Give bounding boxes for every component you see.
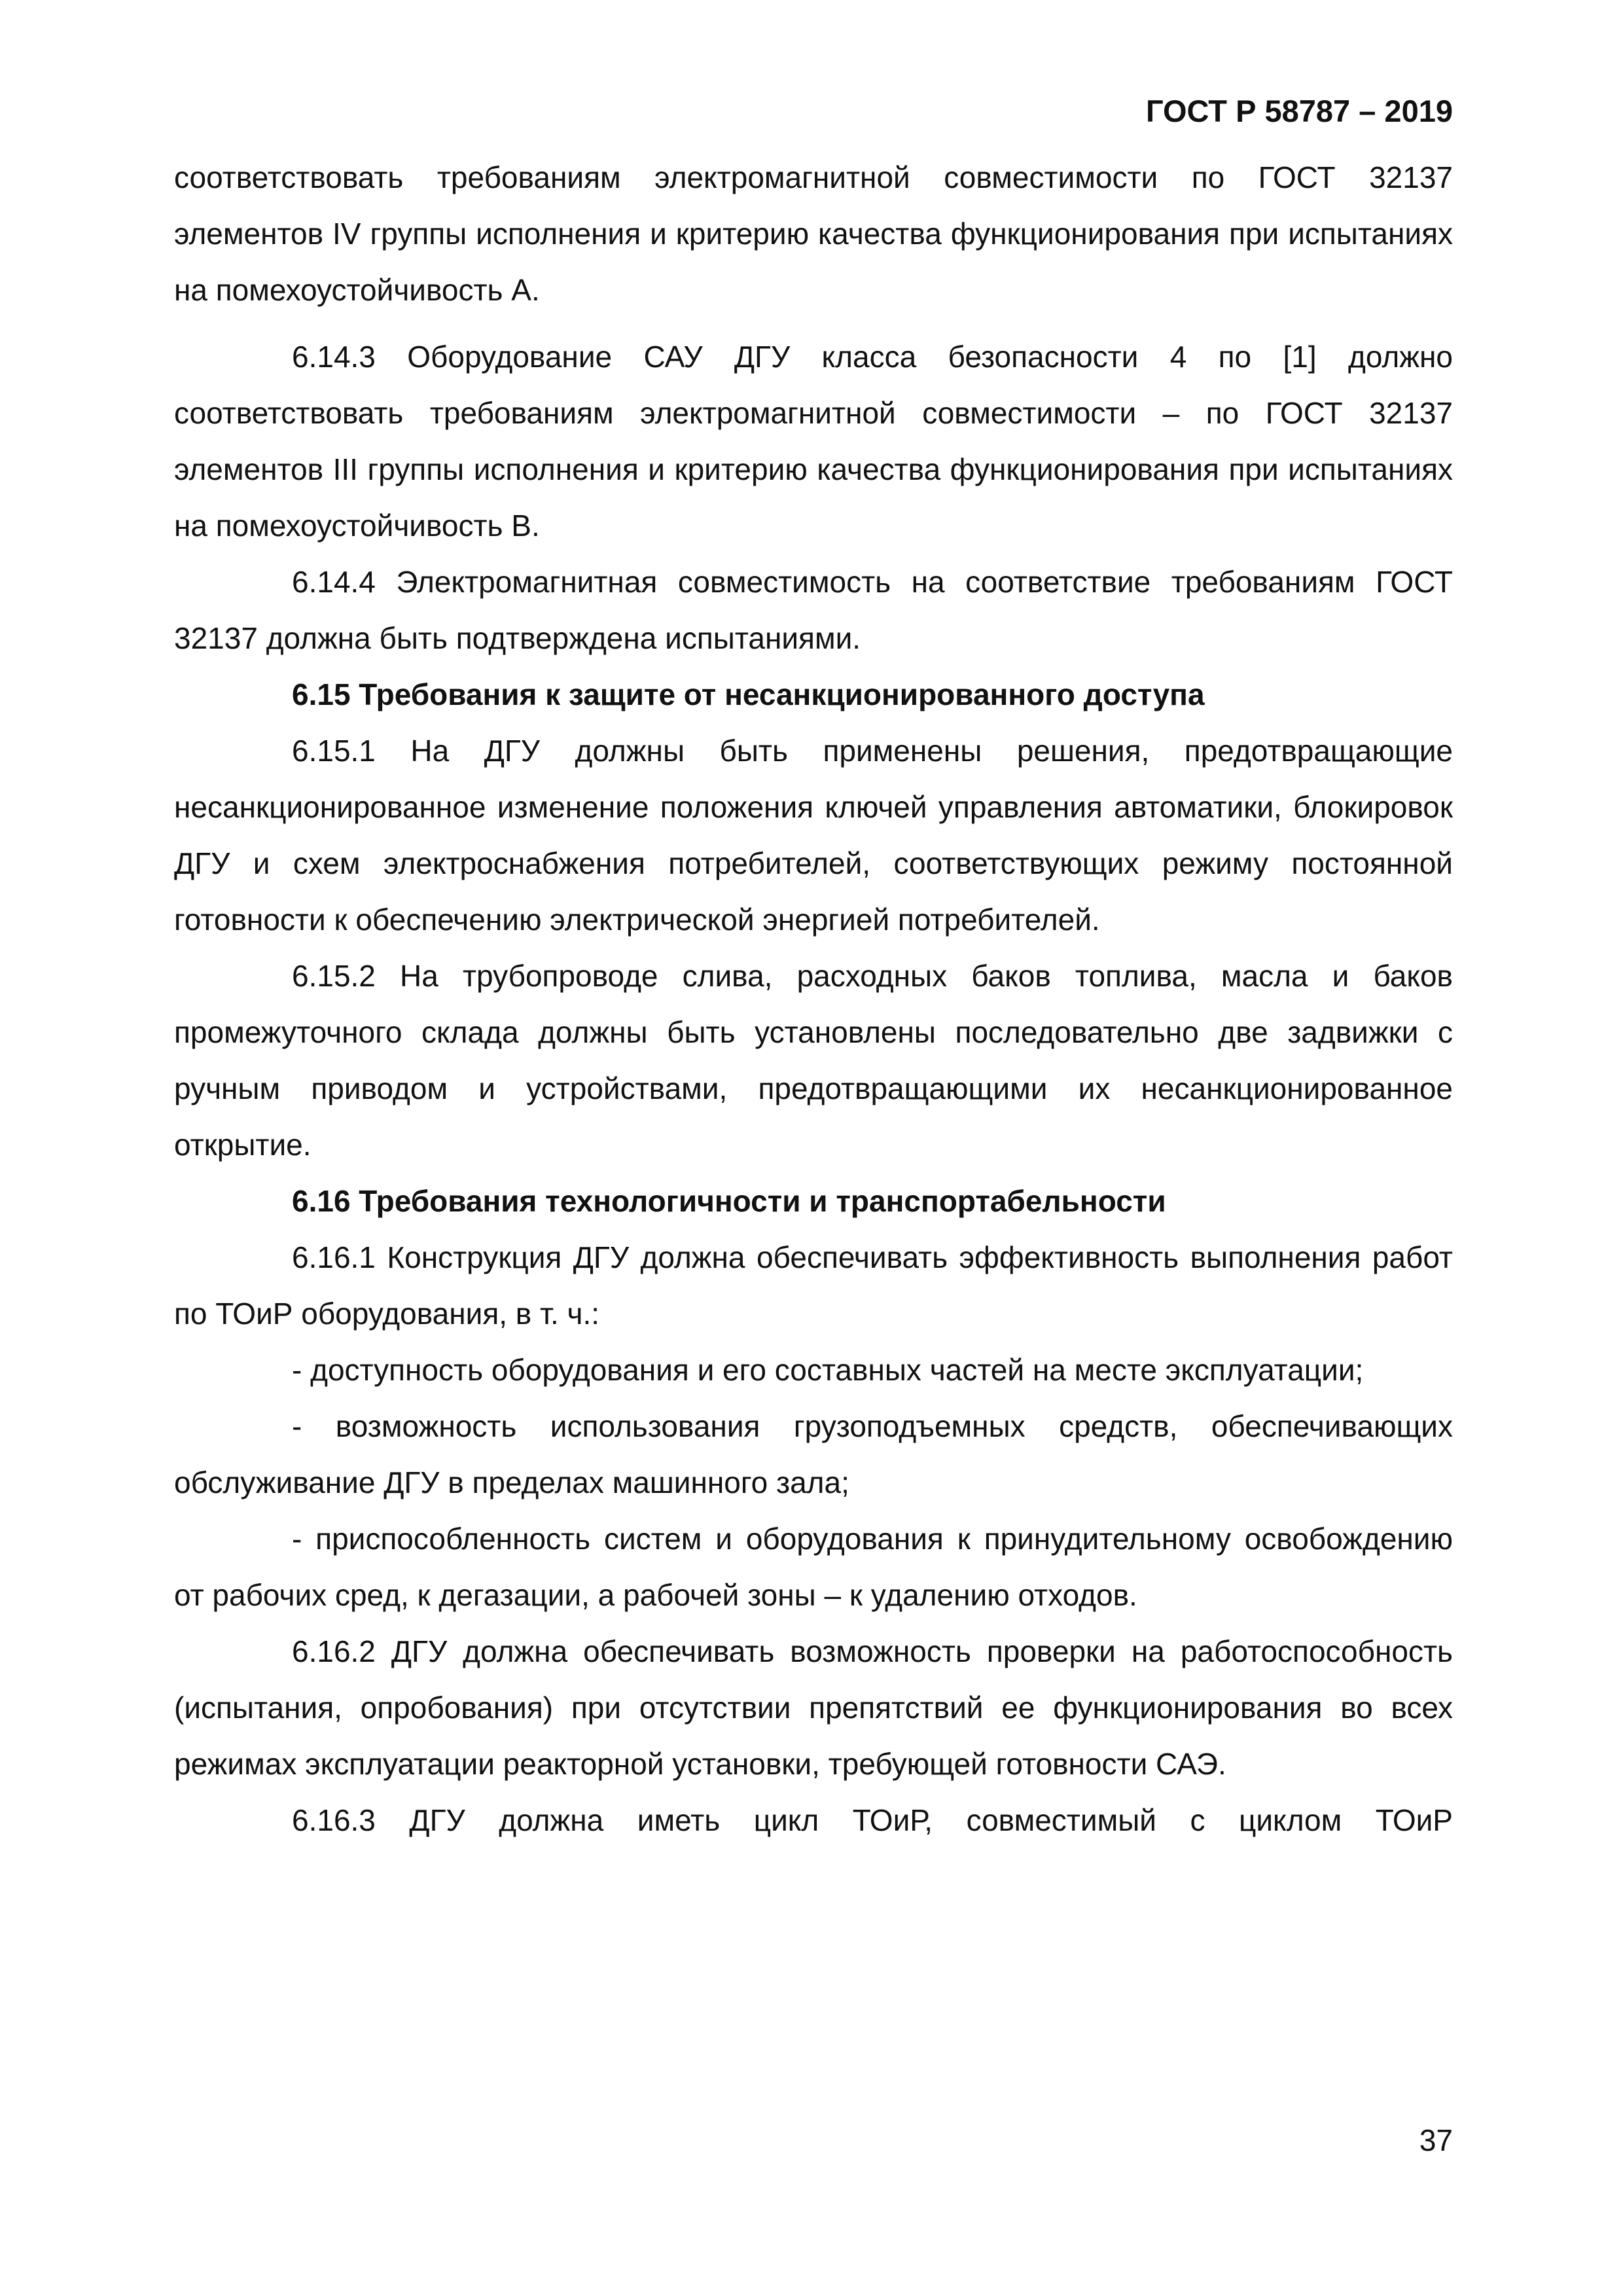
- paragraph-6-16-2: 6.16.2 ДГУ должна обеспечивать возможность проверки на работоспособность (испытания, опробования) при отсутствии препятствий ее функционирования во всех режимах эксплуатации реакторной установки, требующей готовности САЭ.: [174, 1634, 1453, 1781]
- page-number: 37: [1419, 2123, 1453, 2157]
- paragraph-6-16-1: 6.16.1 Конструкция ДГУ должна обеспечивать эффективность выполнения работ по ТОиР оборудования, в т. ч.:: [174, 1240, 1453, 1331]
- paragraph-6-16-3: 6.16.3 ДГУ должна иметь цикл ТОиР, совместимый с циклом ТОиР: [292, 1803, 1453, 1837]
- list-item-accessibility: - доступность оборудования и его составных частей на месте эксплуатации;: [292, 1353, 1364, 1387]
- document-header: ГОСТ Р 58787 – 2019: [1145, 94, 1453, 128]
- document-body: [174, 149, 1453, 1848]
- paragraph-6-15-2: 6.15.2 На трубопроводе слива, расходных баков топлива, масла и баков промежуточного склада должны быть установлены последовательно две задвижки с ручным приводом и устройствами, предотвращающими их несанкционированное открытие.: [174, 959, 1453, 1162]
- paragraph-6-14-3: 6.14.3 Оборудование САУ ДГУ класса безопасности 4 по [1] должно соответствовать требованиям электромагнитной совместимости – по ГОСТ 32137 элементов III группы исполнения и критерию качества функционирования при испытаниях на помехоустойчивость В.: [174, 340, 1453, 543]
- paragraph-6-14-4: 6.14.4 Электромагнитная совместимость на соответствие требованиям ГОСТ 32137 должна быть подтверждена испытаниями.: [174, 565, 1453, 655]
- list-item-lifting-equipment: - возможность использования грузоподъемных средств, обеспечивающих обслуживание ДГУ в пределах машинного зала;: [174, 1409, 1453, 1499]
- section-heading-6-15: 6.15 Требования к защите от несанкционированного доступа: [292, 677, 1205, 711]
- paragraph-continuation: соответствовать требованиям электромагнитной совместимости по ГОСТ 32137 элементов IV группы исполнения и критерию качества функционирования при испытаниях на помехоустойчивость А.: [174, 160, 1453, 307]
- section-heading-6-16: 6.16 Требования технологичности и транспортабельности: [292, 1184, 1166, 1218]
- list-item-system-adaptability: - приспособленность систем и оборудования к принудительному освобождению от рабочих сред, к дегазации, а рабочей зоны – к удалению отходов.: [174, 1522, 1453, 1612]
- paragraph-6-15-1: 6.15.1 На ДГУ должны быть применены решения, предотвращающие несанкционированное изменение положения ключей управления автоматики, блокировок ДГУ и схем электроснабжения потребителей, соответствующих режиму постоянной готовности к обеспечению электрической энергией потребителей.: [174, 734, 1453, 937]
